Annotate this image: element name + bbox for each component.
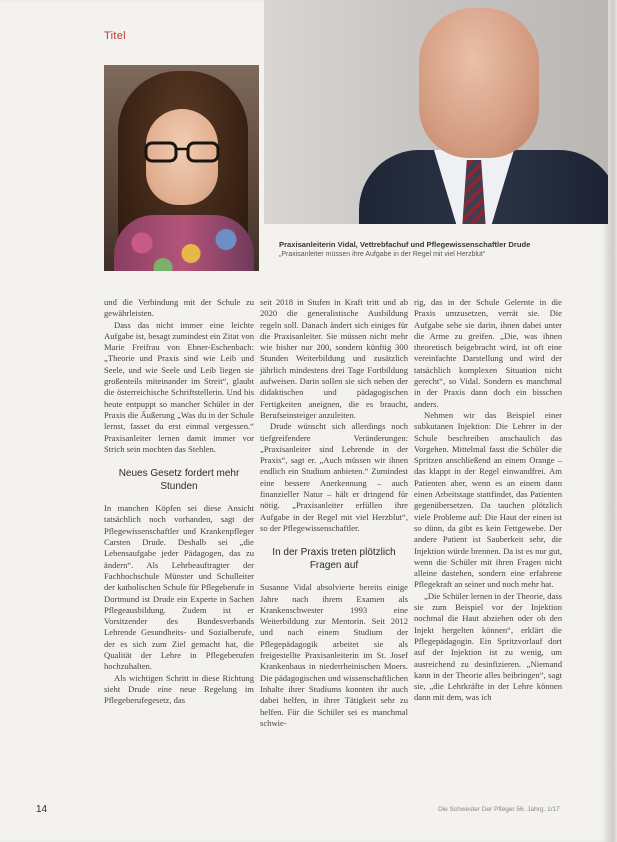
- paragraph: Drude wünscht sich allerdings noch tiefgreifendere Veränderungen: „Praxisanleiter sind Lehrende in der Praxis“, sagt er. „Auch müssen wir ihnen endlich ein Studium anbieten.“ Zumindest eine bessere Anerkennung – auch finanzieller Natur – hält er dringend für nötig. „Praxisanleiter erfüllen ihre Aufgabe in der Regel mit viel Herzblut“, so der Pflegewissenschaftler.: [260, 421, 408, 533]
- subheading: In der Praxis treten plötzlich Fragen auf: [272, 547, 396, 572]
- text-column-2: [260, 297, 408, 729]
- portrait-photo-man: [264, 0, 610, 224]
- text-column-1: [104, 297, 254, 707]
- paragraph: In manchen Köpfen sei diese Ansicht tatsächlich noch vorhanden, sagt der Pflegewissenschaftler und Krankenpfleger Carsten Drude. Deshalb sei „die Lebensaufgabe jeder Pädagogen, das zu ändern“. Als Lehrbeauftragter der Fachhochschule Münster und Schulleiter der katholischen Schule für Pflegeberufe in Dortmund ist Drude ein Experte in Sachen Pflegeausbildung. Zudem ist er Vorsitzender des Bundesverbands Lehrende Gesundheits- und Sozialberufe, der es sich zum Ziel gemacht hat, die Qualität der Lehre in Pflegeberufen hochzuhalten.: [104, 503, 254, 672]
- section-label: Titel: [104, 30, 126, 42]
- paragraph: und die Verbindung mit der Schule zu gewährleisten.: [104, 297, 254, 319]
- text-column-3: [414, 297, 562, 704]
- paragraph: Als wichtigen Schritt in diese Richtung sieht Drude eine neue Regelung im Pflegeberufegesetz, das: [104, 672, 254, 706]
- page-number: 14: [36, 804, 48, 815]
- caption-title: Praxisanleiterin Vidal, Vettrebfachuf und Pflegewissenschaftler Drude: [279, 240, 531, 249]
- paragraph: Dass das nicht immer eine leichte Aufgabe ist, besagt zumindest ein Zitat von Marie Freifrau von Ebner-Eschenbach: „Theorie und Praxis sind wie Leib und Seele, und wie Seele und Leib liegen sie großenteils miteinander im Streit“, glaubt die österreichische Schriftstellerin. Und bis heute entpuppt so mancher Schüler in der Praxis die Äußerung „Was du in der Schule lernst, fasset du erst einmal vergessen.“ Praxisanleiter lernen damit immer vor Strich sein mochten das Stehlen.: [104, 319, 254, 454]
- paragraph: rig, das in der Schule Gelernte in die Praxis umzusetzen, verrät sie. Die Aufgabe sehe sie darin, ihnen dabei unter die Arme zu greifen. „Die, was ihnen theoretisch beigebracht wird, ist oft eine vereinfachte Darstellung und wird der tatsächlich komplexen Situation nicht gerecht“, so Vidal. Sondern es manchmal in der Praxis dann doch ein bisschen anders.: [414, 297, 562, 409]
- glasses-graphic: [140, 141, 224, 163]
- paragraph: „Die Schüler lernen in der Theorie, dass sie zum Beispiel vor der Injektion nochmal die Haut abziehen oder ob den Injekt hergelten können“, erklärt die Pflegepädagogin. Ein Spritzvorlauf dort auf der Injektion ist zu wenig, um ausreichend zu desinfizieren. „Niemand kann in der Theorie alles beibringen“, sagt sie, „die Lehrkräfte in der Lehre können dann mit dem, was ich: [414, 590, 563, 703]
- publication-info: Die Schwester Der Pfleger 56. Jahrg. 1/17: [438, 806, 560, 813]
- paragraph: seit 2018 in Stufen in Kraft tritt und ab 2020 die generalistische Ausbildung regeln soll. Danach ändert sich einiges für die Praxisanleiter. Sie müssen nicht mehr wie bisher nur 200, sondern künftig 300 Stunden Weiterbildung und zusätzlich jährlich mindestens drei Tage Fortbildung aufweisen. Darin sollen sie sich neben der didaktischen und pädagogischen Fertigkeiten aneignen, die es braucht, Berufseinsteiger anzuleiten.: [260, 297, 408, 420]
- page-edge: [608, 0, 617, 842]
- paragraph: Susanne Vidal absolvierte bereits einige Jahre nach ihrem Examen als Krankenschwester 1993 eine Weiterbildung zur Mentorin. Seit 2012 und nach einem Studium der Pflegepädagogik arbeitet sie als freigestellte Praxisanleiterin im St. Josef Krankenhaus in niederrheinischen Moers. Die pädagogischen und wissenschaftlichen Inhalte ihrer Studiums konnten ihr auch dabei helfen, in ihrer Tätigkeit sehr zu helfen. Für die Schüler sei es manchmal schwie-: [260, 582, 408, 728]
- portrait-photo-woman: [104, 65, 259, 271]
- subheading: Neues Gesetz fordert mehr Stunden: [118, 468, 240, 493]
- caption-subtitle: „Praxisanleiter müssen ihre Aufgabe in der Regel mit viel Herzblut“: [279, 251, 486, 258]
- paragraph: Nehmen wir das Beispiel einer subkutanen Injektion: Die Lehrer in der Schule beschreiben anschaulich das Vorgehen. Mittelmal fasst die Schüler die Spritzen anschließend an einem Orange – das klappt in der Regel einwandfrei. Am Patienten aber, wenn es an einem dann einen Arbeitstage stattfindet, das Patienten gegenübersetzen. Da tauchen plötzlich viele Probleme auf: Die Haut der einen ist so dünn, da gibt es kein Fettgewebe. Der andere Patient ist Sauberkeit sehr, die Injektion würde brennen. Da ist es nur gut, wenn die Schüler mit ihren Fragen nicht alleine dastehen, sondern eine erfahrene Pflegekraft an seiner und noch mehr hat.: [414, 409, 562, 590]
- photo-caption: [279, 240, 599, 260]
